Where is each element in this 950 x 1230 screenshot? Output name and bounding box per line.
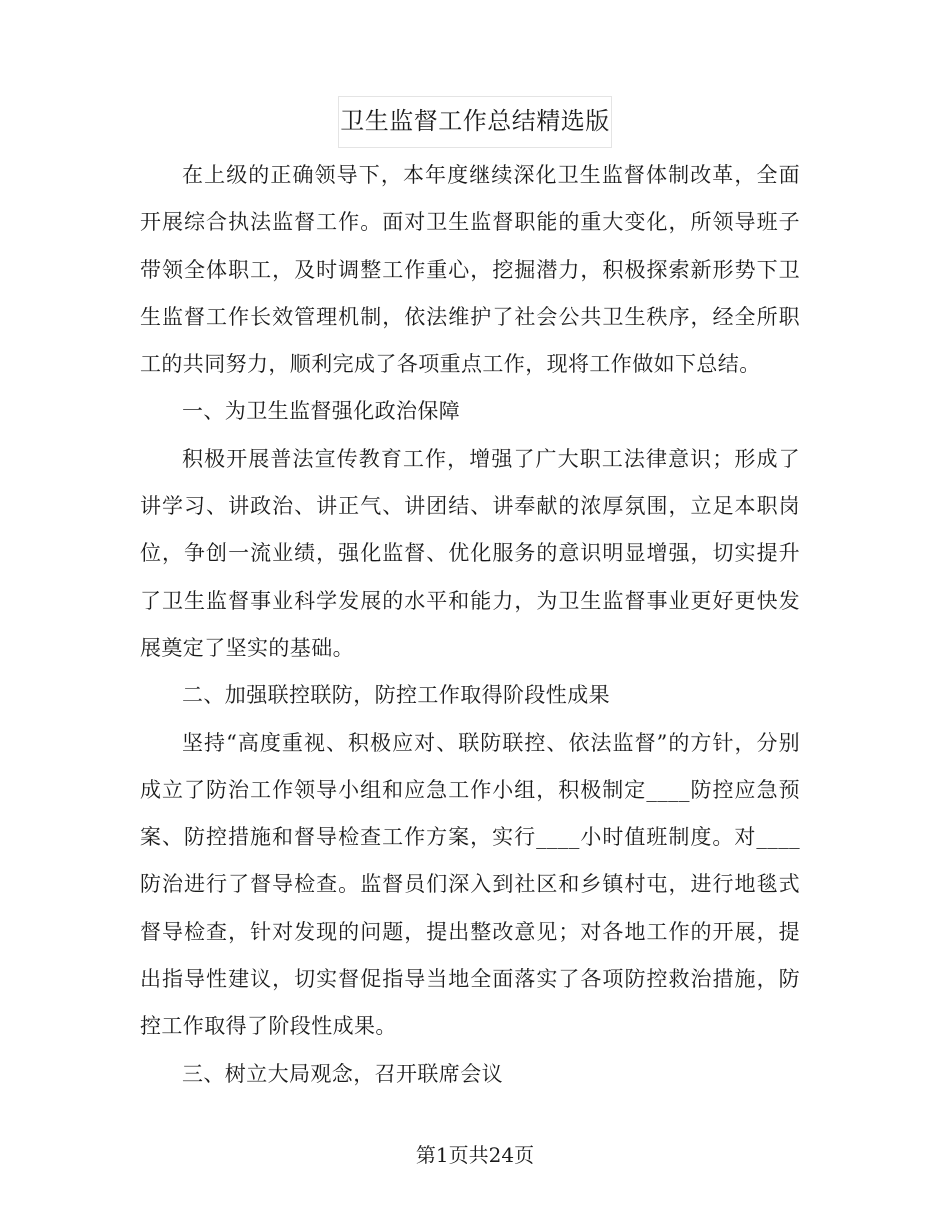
section-3-heading: 三、树立大局观念，召开联席会议: [182, 1061, 503, 1086]
intro-paragraph: 在上级的正确领导下，本年度继续深化卫生监督体制改革，全面开展综合执法监督工作。面对卫生监督职能的重大变化，所领导班子带领全体职工，及时调整工作重心，挖掘潜力，积极探索新形势下卫生监督工作长效管理机制，依法维护了社会公共卫生秩序，经全所职工的共同努力，顺利完成了各项重点工作，现将工作做如下总结。: [140, 163, 800, 377]
section-1-heading: 一、为卫生监督强化政治保障: [182, 399, 461, 424]
section-1-paragraph: 积极开展普法宣传教育工作，增强了广大职工法律意识；形成了讲学习、讲政治、讲正气、讲团结、讲奉献的浓厚氛围，立足本职岗位，争创一流业绩，强化监督、优化服务的意识明显增强，切实提升了卫生监督事业科学发展的水平和能力，为卫生监督事业更好更快发展奠定了坚实的基础。: [140, 446, 800, 660]
document-title: 卫生监督工作总结精选版: [338, 96, 612, 148]
document-body: [140, 152, 800, 1098]
section-2-paragraph: 坚持“高度重视、积极应对、联防联控、依法监督”的方针，分别成立了防治工作领导小组和应急工作小组，积极制定____防控应急预案、防控措施和督导检查工作方案，实行____小时值班制度。对____防治进行了督导检查。监督员们深入到社区和乡镇村屯，进行地毯式督导检查，针对发现的问题，提出整改意见；对各地工作的开展，提出指导性建议，切实督促指导当地全面落实了各项防控救治措施，防控工作取得了阶段性成果。: [140, 730, 800, 1039]
section-2-heading: 二、加强联控联防，防控工作取得阶段性成果: [182, 683, 610, 708]
page-number-footer: 第1页共24页: [415, 1143, 535, 1167]
